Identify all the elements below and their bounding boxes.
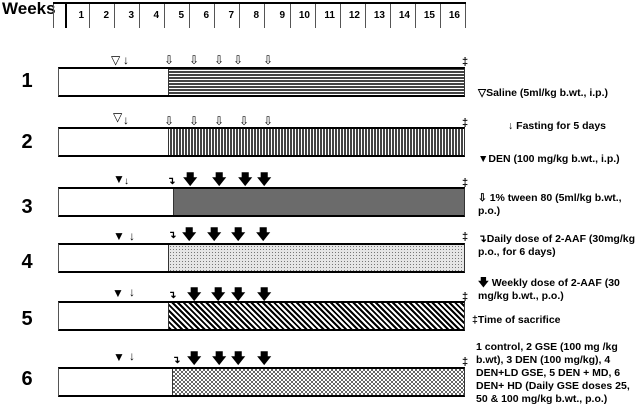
week-cell: 1 — [66, 4, 90, 28]
fasting-arrow-icon: ↓ — [124, 176, 129, 187]
week-cell: 9 — [265, 4, 291, 28]
week-cell: 11 — [316, 4, 341, 28]
sacrifice-icon: ‡ — [462, 231, 469, 243]
tween-arrow-icon: ⇩ — [263, 114, 274, 128]
weeks-header — [53, 2, 466, 28]
weekly-aaf-arrow-icon: 🡇 — [257, 171, 272, 187]
week-cell: 6 — [190, 4, 215, 28]
den-triangle-icon: ▼ — [113, 350, 125, 364]
tween-arrow-icon: ⇩ — [263, 53, 274, 67]
weekly-aaf-arrow-icon: 🡇 — [256, 226, 271, 242]
sacrifice-icon: ‡ — [462, 177, 469, 189]
week-cell: 15 — [416, 4, 441, 28]
legend-groups-note: 1 control, 2 GSE (100 mg /kg b.wt), 3 DEN (100 mg/kg), 4 DEN+LD GSE, 5 DEN + MD, 6 DEN+ HD (Daily GSE doses 25, 50 & 100 mg/kg b.wt., p.o.) — [476, 341, 630, 405]
group-bar-1 — [58, 67, 465, 97]
group-bar-3 — [58, 187, 465, 217]
fasting-arrow-icon: ↓ — [129, 229, 135, 243]
weekly-aaf-arrow-icon: 🡇 — [182, 226, 197, 242]
fasting-arrow-icon: ↓ — [129, 285, 135, 299]
group-label-5: 5 — [21, 308, 33, 330]
sacrifice-icon: ‡ — [462, 291, 469, 303]
group-bar-6 — [58, 367, 465, 397]
week-cell: 8 — [240, 4, 265, 28]
tween-arrow-icon: ⇩ — [214, 114, 225, 128]
week-cell: 10 — [291, 4, 316, 28]
legend-daily-aaf: ↴Daily dose of 2-AAF (30mg/kg p.o., for 6 days) — [478, 233, 635, 258]
week-cell: 4 — [140, 4, 165, 28]
weekly-aaf-arrow-icon: 🡇 — [207, 226, 222, 242]
legend-saline: ▽Saline (5ml/kg b.wt., i.p.) — [478, 87, 609, 99]
week-cell: 14 — [391, 4, 416, 28]
group-bar-4 — [58, 243, 465, 273]
week-cell: 7 — [215, 4, 240, 28]
legend-den: ▼DEN (100 mg/kg b.wt., i.p.) — [478, 153, 620, 165]
group-bar-2 — [58, 127, 465, 157]
daily-aaf-icon: ↴ — [172, 355, 181, 366]
tween-arrow-icon: ⇩ — [233, 53, 244, 67]
legend-sacrifice: ‡Time of sacrifice — [472, 314, 561, 326]
tween-arrow-icon: ⇩ — [239, 114, 250, 128]
den-triangle-icon: ▼ — [112, 286, 124, 300]
week-cell: 5 — [165, 4, 190, 28]
weekly-aaf-arrow-icon: 🡇 — [231, 286, 246, 302]
weekly-aaf-arrow-icon: 🡇 — [231, 226, 246, 242]
weekly-aaf-arrow-icon: 🡇 — [257, 286, 272, 302]
group-label-3: 3 — [21, 196, 33, 218]
weekly-aaf-arrow-icon: 🡇 — [212, 350, 227, 366]
week-cell: 13 — [366, 4, 391, 28]
week-cell: 12 — [341, 4, 366, 28]
weekly-aaf-arrow-icon: 🡇 — [238, 171, 253, 187]
weekly-aaf-arrow-icon: 🡇 — [187, 286, 202, 302]
tween-arrow-icon: ⇩ — [214, 53, 225, 67]
group-label-2: 2 — [21, 131, 33, 153]
sacrifice-icon: ‡ — [462, 56, 469, 68]
group-label-6: 6 — [21, 368, 33, 390]
legend-tween: ⇩ 1% tween 80 (5ml/kg b.wt., p.o.) — [478, 192, 622, 217]
tween-arrow-icon: ⇩ — [189, 53, 200, 67]
weekly-aaf-arrow-icon: 🡇 — [212, 171, 227, 187]
weeks-axis-title: Weeks — [2, 0, 56, 18]
legend-fasting: ↓ Fasting for 5 days — [508, 120, 607, 132]
weekly-aaf-arrow-icon: 🡇 — [183, 171, 198, 187]
fasting-arrow-icon: ↓ — [123, 113, 129, 127]
daily-aaf-icon: ↴ — [167, 176, 176, 187]
week-cell: 3 — [115, 4, 140, 28]
daily-aaf-icon: ↴ — [168, 230, 177, 241]
den-triangle-icon: ▼ — [113, 172, 125, 186]
fasting-arrow-icon: ↓ — [123, 53, 129, 67]
tween-arrow-icon: ⇩ — [164, 114, 175, 128]
den-triangle-icon: ▼ — [113, 229, 125, 243]
sacrifice-icon: ‡ — [462, 356, 469, 368]
group-bar-5 — [58, 301, 465, 331]
saline-icon: ▽ — [113, 110, 123, 124]
sacrifice-icon: ‡ — [462, 117, 469, 129]
weekly-aaf-arrow-icon: 🡇 — [187, 350, 202, 366]
tween-arrow-icon: ⇩ — [164, 53, 175, 67]
group-label-4: 4 — [21, 251, 33, 273]
weekly-aaf-arrow-icon: 🡇 — [211, 286, 226, 302]
tween-arrow-icon: ⇩ — [189, 114, 200, 128]
week-cell: 2 — [90, 4, 115, 28]
fasting-arrow-icon: ↓ — [129, 349, 135, 363]
group-label-1: 1 — [21, 70, 33, 92]
week-cell: 16 — [441, 4, 466, 28]
daily-aaf-icon: ↴ — [168, 290, 177, 301]
legend-weekly-aaf: 🡇 Weekly dose of 2-AAF (30 mg/kg b.wt., p.o.) — [478, 277, 620, 302]
weekly-aaf-arrow-icon: 🡇 — [231, 350, 246, 366]
weekly-aaf-arrow-icon: 🡇 — [257, 350, 272, 366]
saline-icon: ▽ — [111, 53, 121, 67]
